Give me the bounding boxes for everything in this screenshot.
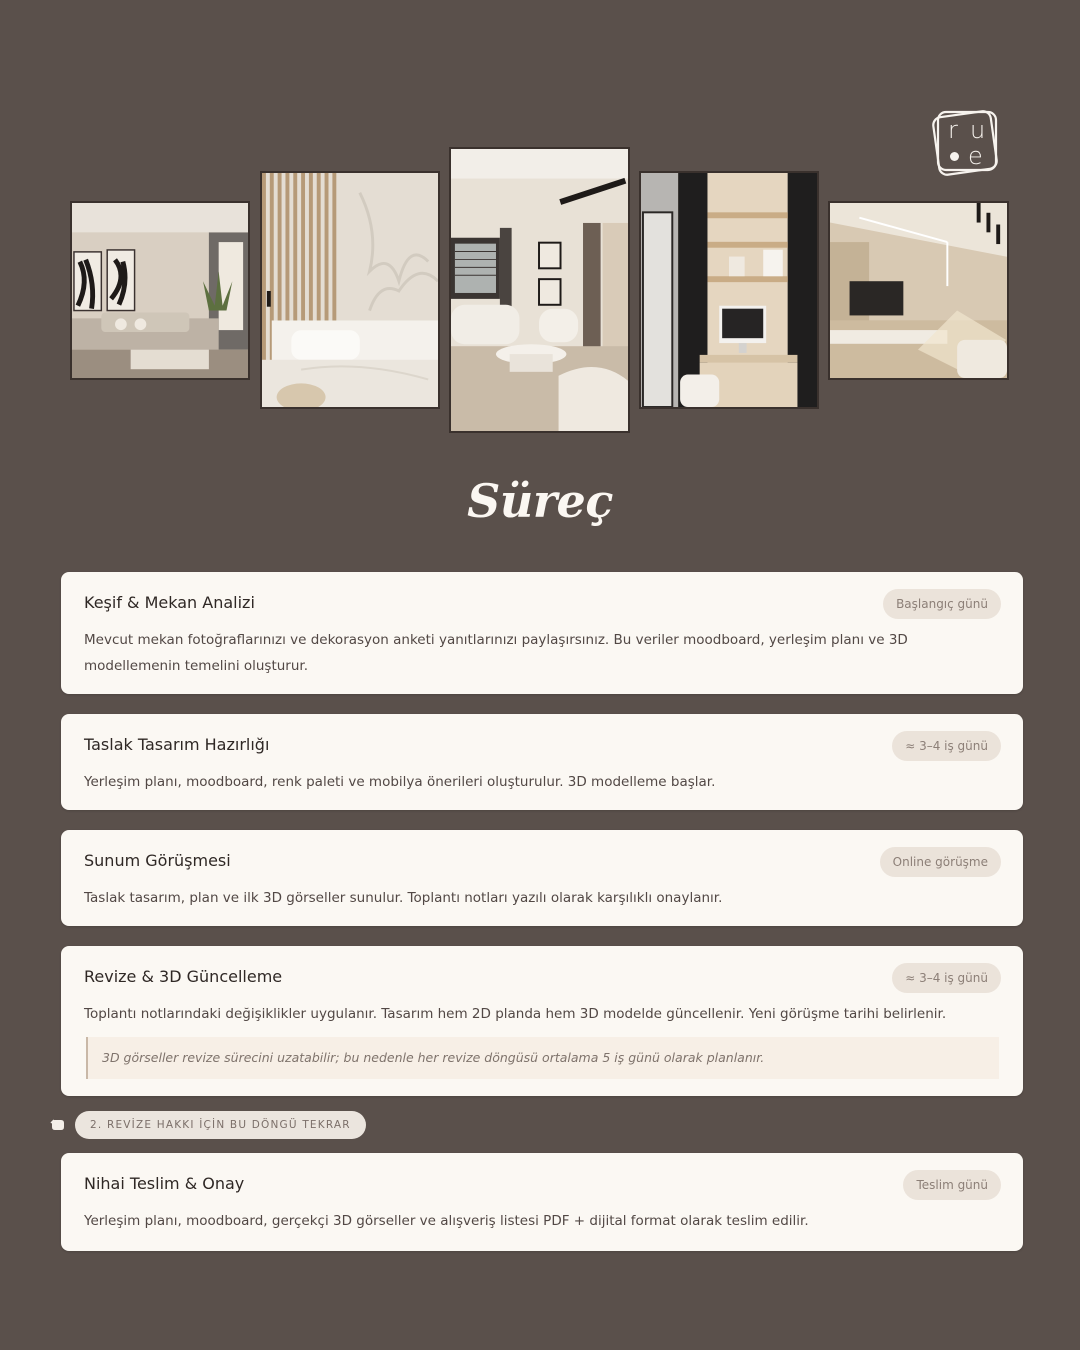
gallery-photo-bedroom	[260, 171, 440, 409]
step-card-discovery	[61, 572, 1023, 694]
step-description: Mevcut mekan fotoğraflarınızı ve dekorasyon anketi yanıtlarınızı paylaşırsınız. Bu veriler moodboard, yerleşim planı ve 3D modellemenin temelini oluşturur.	[84, 632, 908, 674]
step-card-presentation	[61, 830, 1023, 926]
step-duration-badge: ≈ 3–4 iş günü	[892, 963, 1001, 993]
gallery-photo-lounge	[449, 147, 630, 433]
step-description: Toplantı notlarındaki değişiklikler uygulanır. Tasarım hem 2D planda hem 3D modelde güncellenir. Yeni görüşme tarihi belirlenir.	[84, 1006, 947, 1022]
step-duration-badge: Başlangıç günü	[883, 589, 1001, 619]
step-description: Taslak tasarım, plan ve ilk 3D görseller sunulur. Toplantı notları yazılı olarak karşılıklı onaylanır.	[84, 890, 723, 906]
logo-letter-e: e	[968, 142, 983, 170]
step-duration-badge: ≈ 3–4 iş günü	[892, 731, 1001, 761]
step-card-final-delivery	[61, 1153, 1023, 1251]
step-title: Sunum Görüşmesi	[84, 851, 231, 870]
step-note: 3D görseller revize sürecini uzatabilir; bu nedenle her revize döngüsü ortalama 5 iş günü olarak planlanır.	[86, 1037, 999, 1079]
step-card-draft-design	[61, 714, 1023, 810]
step-title: Nihai Teslim & Onay	[84, 1174, 245, 1193]
step-card-revision	[61, 946, 1023, 1096]
step-duration-badge: Teslim günü	[903, 1170, 1001, 1200]
step-title: Keşif & Mekan Analizi	[84, 593, 255, 612]
step-title: Revize & 3D Güncelleme	[84, 967, 283, 986]
logo-letter-r: r	[948, 116, 958, 144]
page-title: Süreç	[467, 474, 613, 528]
step-description: Yerleşim planı, moodboard, gerçekçi 3D görseller ve alışveriş listesi PDF + dijital format olarak teslim edilir.	[84, 1213, 809, 1229]
gallery-photo-tv-room	[828, 201, 1009, 380]
logo-letter-u: u	[970, 116, 986, 144]
gallery-photo-study	[639, 171, 819, 409]
step-description: Yerleşim planı, moodboard, renk paleti ve mobilya önerileri oluşturulur. 3D modelleme başlar.	[84, 774, 716, 790]
step-duration-badge: Online görüşme	[880, 847, 1001, 877]
logo-dot	[950, 152, 959, 161]
step-title: Taslak Tasarım Hazırlığı	[84, 735, 270, 754]
repeat-cycle-label: 2. REVİZE HAKKI İÇİN BU DÖNGÜ TEKRAR	[75, 1111, 366, 1139]
repeat-icon	[50, 1119, 66, 1131]
logo-letters	[936, 116, 996, 172]
gallery-photo-living-room	[70, 201, 250, 380]
